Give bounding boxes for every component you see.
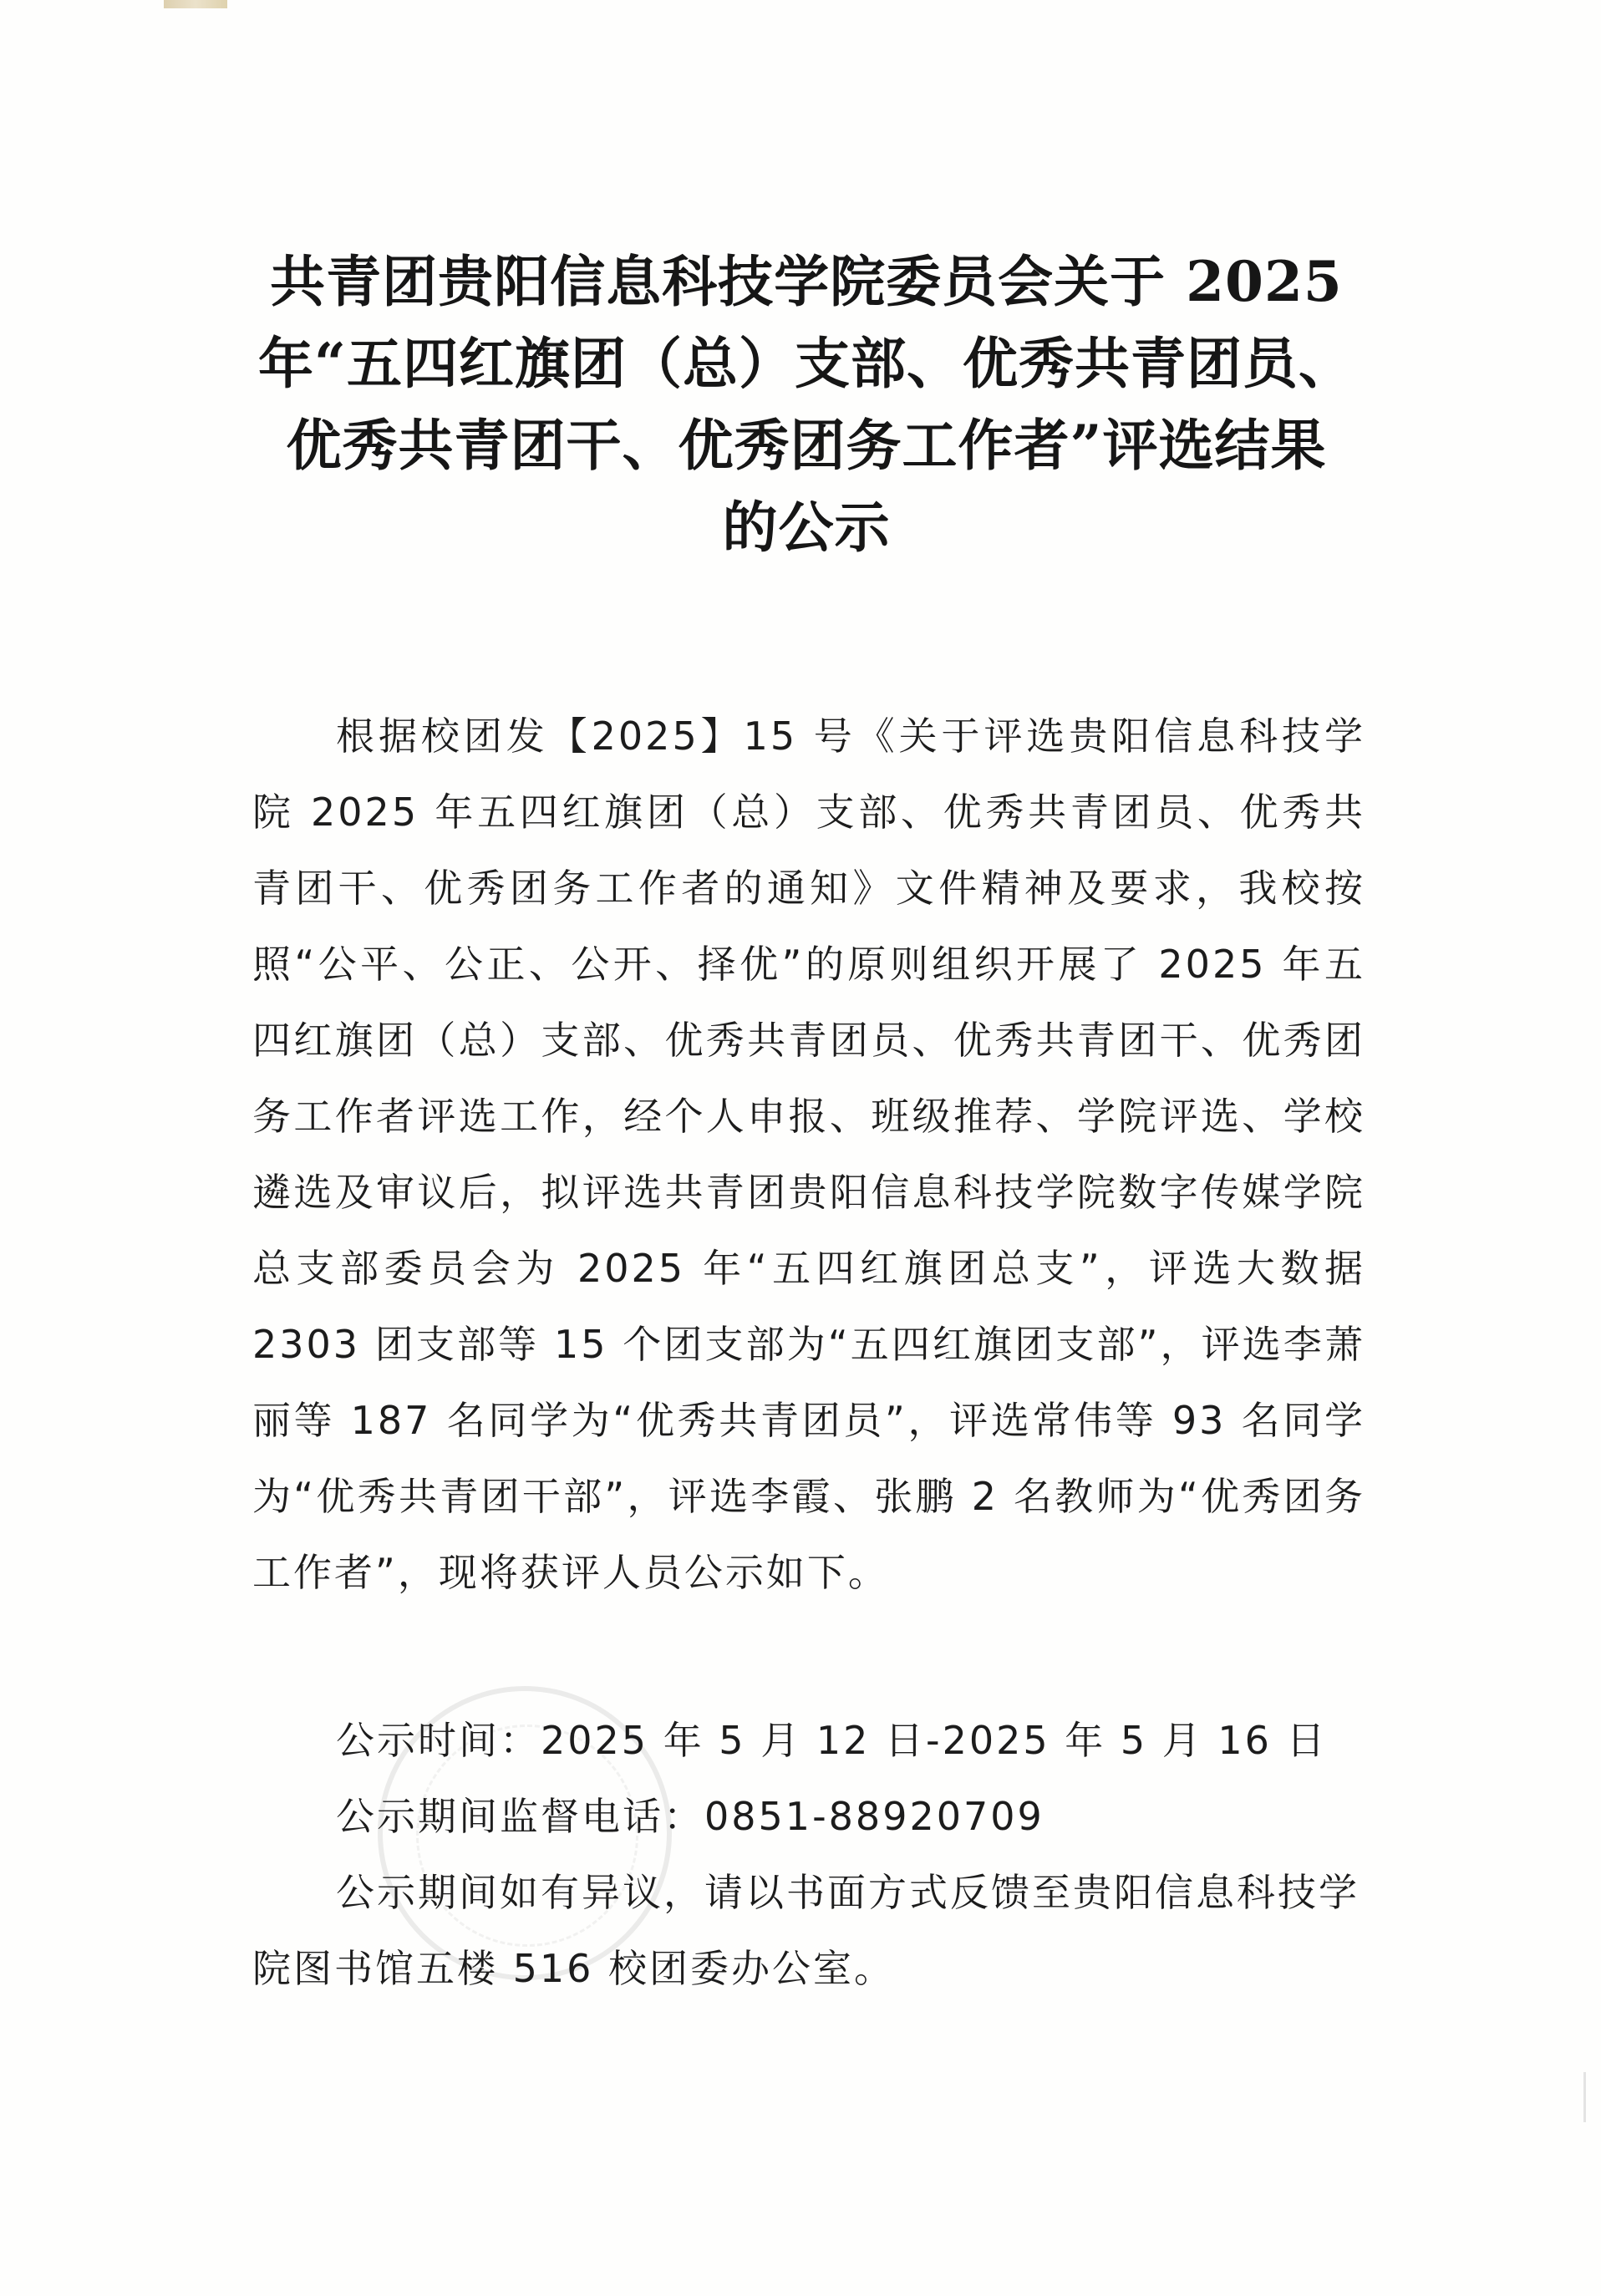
notice-period: 公示时间：2025 年 5 月 12 日-2025 年 5 月 16 日 bbox=[336, 1718, 1328, 1763]
notice-block bbox=[252, 1703, 1365, 2007]
document-title bbox=[234, 241, 1379, 568]
title-line: 优秀共青团干、优秀团务工作者”评选结果 bbox=[286, 413, 1327, 478]
notice-objection: 公示期间如有异议，请以书面方式反馈至贵阳信息科技学院图书馆五楼 516 校团委办公室。 bbox=[252, 1870, 1360, 1991]
scan-edge-speck bbox=[1583, 2072, 1586, 2122]
title-line: 共青团贵阳信息科技学院委员会关于 2025 bbox=[270, 249, 1343, 314]
notice-phone: 公示期间监督电话：0851-88920709 bbox=[336, 1794, 1044, 1839]
title-line: 年“五四红旗团（总）支部、优秀共青团员、 bbox=[258, 331, 1354, 396]
title-line: 的公示 bbox=[722, 495, 891, 560]
scan-corner-mark bbox=[164, 0, 227, 8]
body-paragraph: 根据校团发【2025】15 号《关于评选贵阳信息科技学院 2025 年五四红旗团（总）支部、优秀共青团员、优秀共青团干、优秀团务工作者的通知》文件精神及要求，我校按照“公平、公正、公开、择优”的原则组织开展了 2025 年五四红旗团（总）支部、优秀共青团员、优秀共青团干、优秀团务工作者评选工作，经个人申报、班级推荐、学院评选、学校遴选及审议后，拟评选共青团贵阳信息科技学院数字传媒学院总支部委员会为 2025 年“五四红旗团总支”，评选大数据 2303 团支部等 15 个团支部为“五四红旗团支部”，评选李萧丽等 187 名同学为“优秀共青团员”，评选常伟等 93 名同学为“优秀共青团干部”，评选李霞、张鹏 2 名教师为“优秀团务工作者”，现将获评人员公示如下。 bbox=[252, 714, 1365, 1595]
